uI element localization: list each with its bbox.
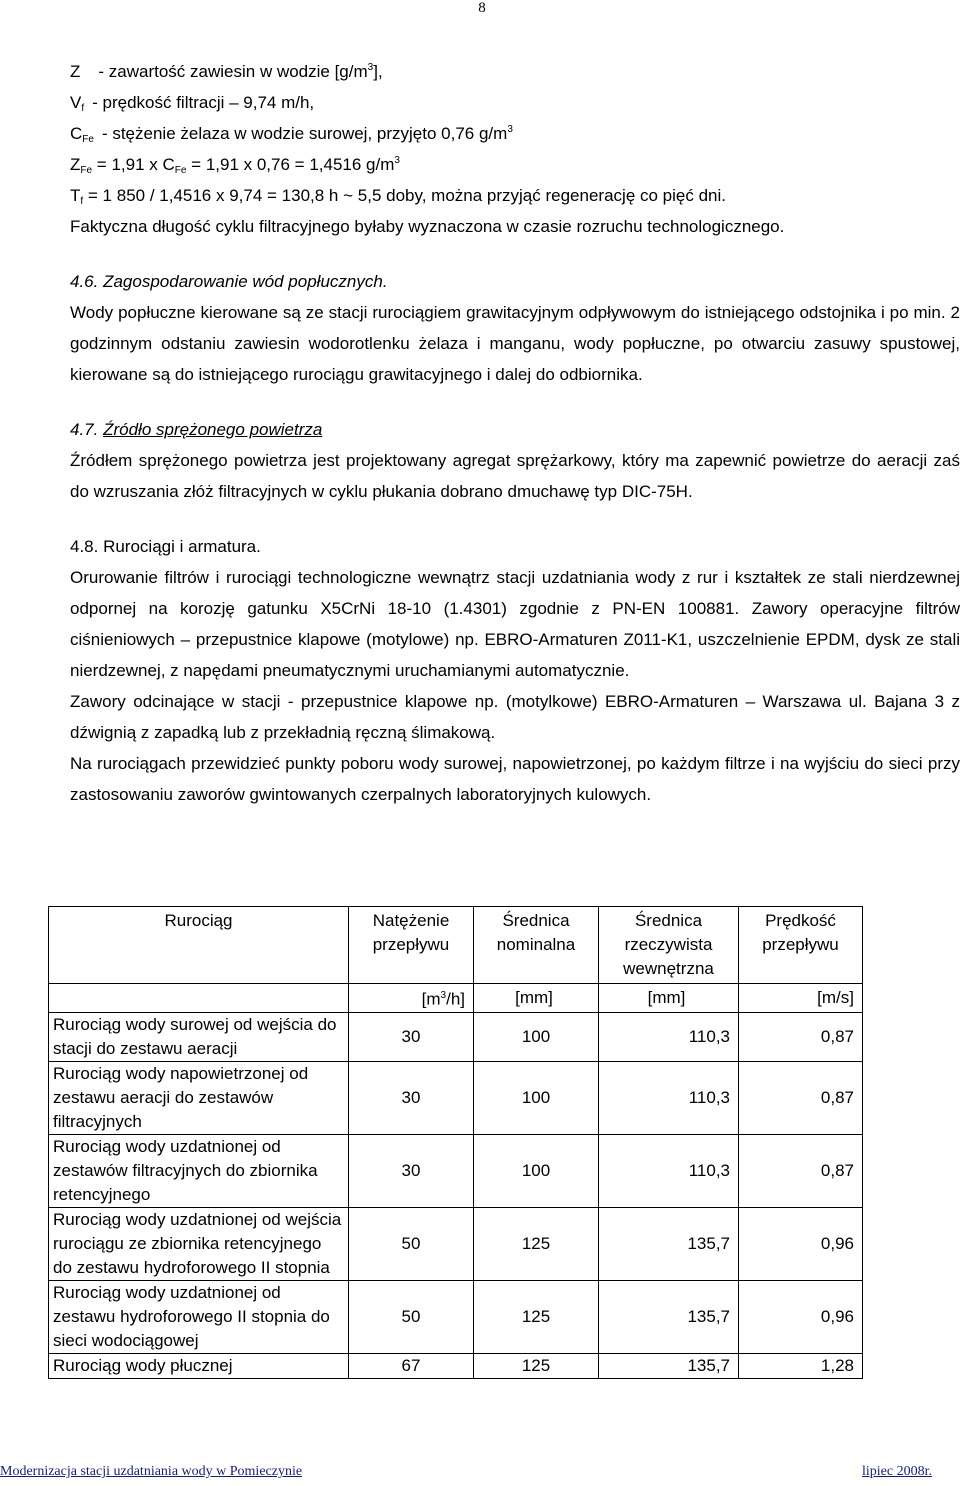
definition-note: Faktyczna długość cyklu filtracyjnego byłaby wyznaczona w czasie rozruchu technologicznego. (70, 217, 785, 236)
header-pipeline: Rurociąg (49, 907, 349, 984)
nominal-diameter-cell: 125 (474, 1207, 599, 1280)
superscript: 3 (507, 124, 513, 135)
section-48-heading: 4.8. Rurociągi i armatura. (70, 537, 261, 556)
pipeline-table (48, 906, 863, 1379)
symbol: T (70, 186, 81, 205)
velocity-cell: 0,96 (739, 1207, 863, 1280)
table-row (49, 1353, 863, 1378)
definition-text: - zawartość zawiesin w wodzie [g/m (98, 62, 368, 81)
page-number: 8 (478, 0, 486, 16)
unit-dn: [mm] (474, 984, 599, 1013)
document-body (70, 56, 960, 810)
definition-tail: ], (373, 62, 383, 81)
nominal-diameter-cell: 100 (474, 1012, 599, 1061)
section-48-body-1: Orurowanie filtrów i rurociągi technologiczne wewnątrz stacji uzdatniania wody z rur i kształtek ze stali nierdzewnej odpornej na korozję gatunku X5CrNi 18-10 (1.4301) zgodnie z PN-EN 100881. Zawory operacyjne filtrów ciśnieniowych – przepustnice klapowe (motylowe) np. EBRO-Armaturen Z011-K1, uszczelnienie EPDM, dysk ze stali nierdzewnej, z napędami pneumatycznymi uruchamianymi automatycznie. (70, 568, 960, 680)
section-47-body: Źródłem sprężonego powietrza jest projektowany agregat sprężarkowy, który ma zapewnić powietrze do aeracji zaś do wzruszania złóż filtracyjnych w cyklu płukania dobrano dmuchawę typ DIC-75H. (70, 451, 960, 501)
pipeline-name-cell: Rurociąg wody uzdatnionej od wejścia rurociągu ze zbiornika retencyjnego do zestawu hydroforowego II stopnia (49, 1207, 349, 1280)
table-body (49, 1012, 863, 1378)
velocity-cell: 0,96 (739, 1280, 863, 1353)
unit-v: [m/s] (739, 984, 863, 1013)
heading-number: 4.7. (70, 420, 99, 439)
symbol: V (70, 93, 82, 112)
velocity-cell: 0,87 (739, 1061, 863, 1134)
section-46-body: Wody popłuczne kierowane są ze stacji rurociągiem grawitacyjnym odpływowym do istniejącego odstojnika i po min. 2 godzinnym odstaniu zawiesin wodorotlenku żelaza i manganu, wody popłuczne, po otwarciu zasuwy spustowej, kierowane są do istniejącego rurociągu grawitacyjnego i dalej do odbiornika. (70, 303, 960, 384)
footer-project-title: Modernizacja stacji uzdatniania wody w Pomieczynie (0, 1464, 303, 1479)
definition-text: - prędkość filtracji – 9,74 m/h, (92, 93, 315, 112)
header-internal-diameter: Średnica rzeczywista wewnętrzna (599, 907, 739, 984)
pipeline-name-cell: Rurociąg wody uzdatnionej od zestawu hydroforowego II stopnia do sieci wodociągowej (49, 1280, 349, 1353)
nominal-diameter-cell: 100 (474, 1134, 599, 1207)
definition-text: - stężenie żelaza w wodzie surowej, przyjęto 0,76 g/m (101, 124, 508, 143)
footer-date: lipiec 2008r. (862, 1464, 932, 1479)
internal-diameter-cell: 110,3 (599, 1061, 739, 1134)
section-46-heading: 4.6. Zagospodarowanie wód popłucznych. (70, 272, 388, 291)
subscript: Fe (80, 165, 93, 176)
internal-diameter-cell: 135,7 (599, 1207, 739, 1280)
heading-text: Źródło sprężonego powietrza (103, 420, 323, 439)
unit-empty (49, 984, 349, 1013)
superscript: 3 (394, 155, 400, 166)
pipeline-name-cell: Rurociąg wody surowej od wejścia do stacji do zestawu aeracji (49, 1012, 349, 1061)
nominal-diameter-cell: 125 (474, 1280, 599, 1353)
unit-di: [mm] (599, 984, 739, 1013)
table-units-row (49, 984, 863, 1013)
flow-cell: 30 (349, 1012, 474, 1061)
flow-cell: 50 (349, 1280, 474, 1353)
table-header-row (49, 907, 863, 984)
pipeline-name-cell: Rurociąg wody uzdatnionej od zestawów filtracyjnych do zbiornika retencyjnego (49, 1134, 349, 1207)
definition-zfe (70, 149, 960, 180)
definition-cfe (70, 118, 960, 149)
internal-diameter-cell: 135,7 (599, 1353, 739, 1378)
definition-vf (70, 87, 960, 118)
table-row (49, 1207, 863, 1280)
unit-flow: $[m^3/h]$ (349, 984, 474, 1013)
subscript: Fe (174, 165, 187, 176)
flow-cell: 30 (349, 1061, 474, 1134)
table-row (49, 1061, 863, 1134)
subscript: f (80, 196, 84, 207)
section-48-body-2: Zawory odcinające w stacji - przepustnice klapowe np. (motylkowe) EBRO-Armaturen – Warszawa ul. Bajana 3 z dźwignią z zapadką lub z przekładnią ręczną ślimakową. (70, 692, 960, 742)
flow-cell: 67 (349, 1353, 474, 1378)
symbol: Z (70, 155, 81, 174)
definition-text: = 1 850 / 1,4516 x 9,74 = 130,8 h ~ 5,5 doby, można przyjąć regenerację co pięć dni. (87, 186, 726, 205)
symbol: Z (70, 62, 81, 81)
velocity-cell: 1,28 (739, 1353, 863, 1378)
nominal-diameter-cell: 125 (474, 1353, 599, 1378)
velocity-cell: 0,87 (739, 1134, 863, 1207)
section-47-heading (70, 414, 960, 445)
definition-text: = 1,91 x 0,76 = 1,4516 g/m (191, 155, 395, 174)
definition-z (70, 56, 960, 87)
flow-cell: 30 (349, 1134, 474, 1207)
nominal-diameter-cell: 100 (474, 1061, 599, 1134)
flow-cell: 50 (349, 1207, 474, 1280)
pipeline-name-cell: Rurociąg wody napowietrzonej od zestawu aeracji do zestawów filtracyjnych (49, 1061, 349, 1134)
pipeline-name-cell: Rurociąg wody płucznej (49, 1353, 349, 1378)
table-row (49, 1012, 863, 1061)
superscript: 3 (367, 62, 374, 73)
table-row (49, 1280, 863, 1353)
header-nominal-diameter: Średnica nominalna (474, 907, 599, 984)
symbol: C (70, 124, 83, 143)
section-48-body-3: Na rurociągach przewidzieć punkty poboru wody surowej, napowietrzonej, po każdym filtrze i na wyjściu do sieci przy zastosowaniu zaworów gwintowanych czerpalnych laboratoryjnych kulowych. (70, 754, 960, 804)
velocity-cell: 0,87 (739, 1012, 863, 1061)
header-velocity: Prędkość przepływu (739, 907, 863, 984)
header-flow: Natężenie przepływu (349, 907, 474, 984)
subscript: Fe (82, 134, 94, 145)
internal-diameter-cell: 110,3 (599, 1012, 739, 1061)
definition-text: = 1,91 x C (96, 155, 175, 174)
definition-tf (70, 180, 960, 211)
table-row (49, 1134, 863, 1207)
internal-diameter-cell: 135,7 (599, 1280, 739, 1353)
internal-diameter-cell: 110,3 (599, 1134, 739, 1207)
subscript: f (81, 103, 85, 114)
